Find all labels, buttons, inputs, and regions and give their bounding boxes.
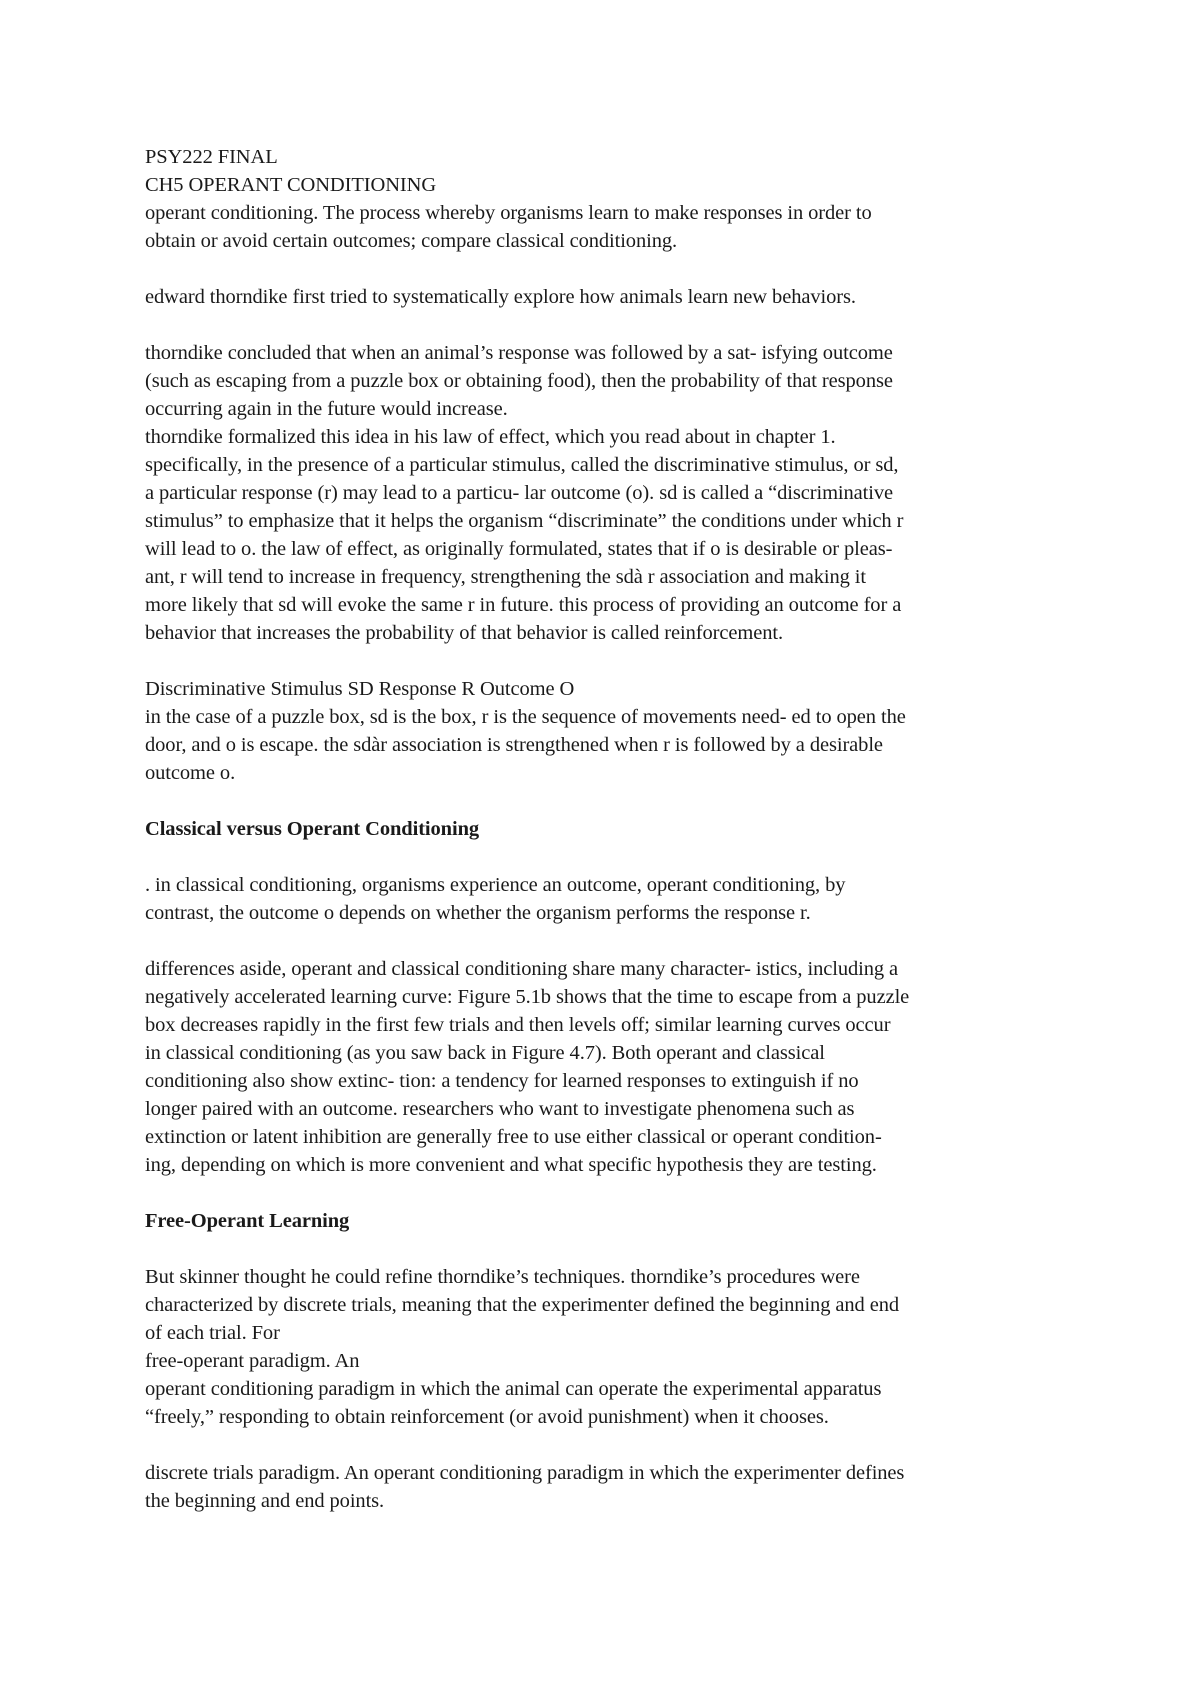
document-body	[145, 143, 1075, 1515]
spacer	[145, 843, 1075, 871]
text-line: . in classical conditioning, organisms experience an outcome, operant conditioning, by	[145, 874, 846, 896]
text-line: specifically, in the presence of a particular stimulus, called the discriminative stimulus, or sd,	[145, 454, 899, 476]
spacer	[145, 1235, 1075, 1263]
text-line: characterized by discrete trials, meaning that the experimenter defined the beginning and end	[145, 1294, 900, 1316]
text-line: edward thorndike first tried to systematically explore how animals learn new behaviors.	[145, 286, 856, 308]
text-line: (such as escaping from a puzzle box or obtaining food), then the probability of that response	[145, 370, 893, 392]
paragraph-operant-definition	[145, 199, 1075, 255]
text-line: outcome o.	[145, 762, 236, 784]
text-line: box decreases rapidly in the first few trials and then levels off; similar learning curves occur	[145, 1014, 891, 1036]
text-line: more likely that sd will evoke the same r in future. this process of providing an outcome for a	[145, 594, 902, 616]
document-title: PSY222 FINAL	[145, 146, 278, 168]
text-line: door, and o is escape. the sdàr association is strengthened when r is followed by a desirable	[145, 734, 883, 756]
text-line: “freely,” responding to obtain reinforcement (or avoid punishment) when it chooses.	[145, 1406, 829, 1428]
text-line: operant conditioning. The process whereby organisms learn to make responses in order to	[145, 202, 872, 224]
paragraph-discrete-trials	[145, 1459, 1075, 1515]
paragraph-thorndike-intro	[145, 283, 1075, 311]
text-line: in the case of a puzzle box, sd is the box, r is the sequence of movements need- ed to open the	[145, 706, 906, 728]
text-line: thorndike concluded that when an animal’s response was followed by a sat- isfying outcome	[145, 342, 893, 364]
text-line: negatively accelerated learning curve: Figure 5.1b shows that the time to escape from a puzzle	[145, 986, 910, 1008]
chapter-title: CH5 OPERANT CONDITIONING	[145, 174, 437, 196]
paragraph-similarities	[145, 955, 1075, 1179]
text-line: ant, r will tend to increase in frequency, strengthening the sdà r association and making it	[145, 566, 866, 588]
paragraph-sro	[145, 675, 1075, 787]
text-line: ing, depending on which is more convenient and what specific hypothesis they are testing.	[145, 1154, 877, 1176]
spacer	[145, 1431, 1075, 1459]
paragraph-classical-contrast	[145, 871, 1075, 927]
text-line: a particular response (r) may lead to a particu- lar outcome (o). sd is called a “discriminative	[145, 482, 894, 504]
text-line: behavior that increases the probability of that behavior is called reinforcement.	[145, 622, 783, 644]
section-heading-classical-vs-operant: Classical versus Operant Conditioning	[145, 818, 480, 840]
section-heading-free-operant: Free-Operant Learning	[145, 1210, 350, 1232]
text-line: discrete trials paradigm. An operant conditioning paradigm in which the experimenter defines	[145, 1462, 905, 1484]
text-line: conditioning also show extinc- tion: a tendency for learned responses to extinguish if no	[145, 1070, 859, 1092]
paragraph-skinner	[145, 1263, 1075, 1431]
text-line: But skinner thought he could refine thorndike’s techniques. thorndike’s procedures were	[145, 1266, 860, 1288]
text-line: stimulus” to emphasize that it helps the organism “discriminate” the conditions under which r	[145, 510, 904, 532]
text-line: differences aside, operant and classical conditioning share many character- istics, including a	[145, 958, 899, 980]
text-line: operant conditioning paradigm in which the animal can operate the experimental apparatus	[145, 1378, 882, 1400]
text-line: occurring again in the future would increase.	[145, 398, 508, 420]
text-line: Discriminative Stimulus SD Response R Outcome O	[145, 678, 575, 700]
text-line: the beginning and end points.	[145, 1490, 385, 1512]
text-line: free-operant paradigm. An	[145, 1350, 360, 1372]
spacer	[145, 927, 1075, 955]
spacer	[145, 311, 1075, 339]
spacer	[145, 1179, 1075, 1207]
paragraph-law-of-effect	[145, 339, 1075, 647]
text-line: will lead to o. the law of effect, as originally formulated, states that if o is desirable or pleas-	[145, 538, 893, 560]
text-line: obtain or avoid certain outcomes; compare classical conditioning.	[145, 230, 678, 252]
text-line: of each trial. For	[145, 1322, 280, 1344]
spacer	[145, 255, 1075, 283]
text-line: thorndike formalized this idea in his law of effect, which you read about in chapter 1.	[145, 426, 836, 448]
text-line: contrast, the outcome o depends on whether the organism performs the response r.	[145, 902, 811, 924]
text-line: extinction or latent inhibition are generally free to use either classical or operant condition-	[145, 1126, 882, 1148]
text-line: in classical conditioning (as you saw back in Figure 4.7). Both operant and classical	[145, 1042, 825, 1064]
spacer	[145, 787, 1075, 815]
text-line: longer paired with an outcome. researchers who want to investigate phenomena such as	[145, 1098, 855, 1120]
spacer	[145, 647, 1075, 675]
